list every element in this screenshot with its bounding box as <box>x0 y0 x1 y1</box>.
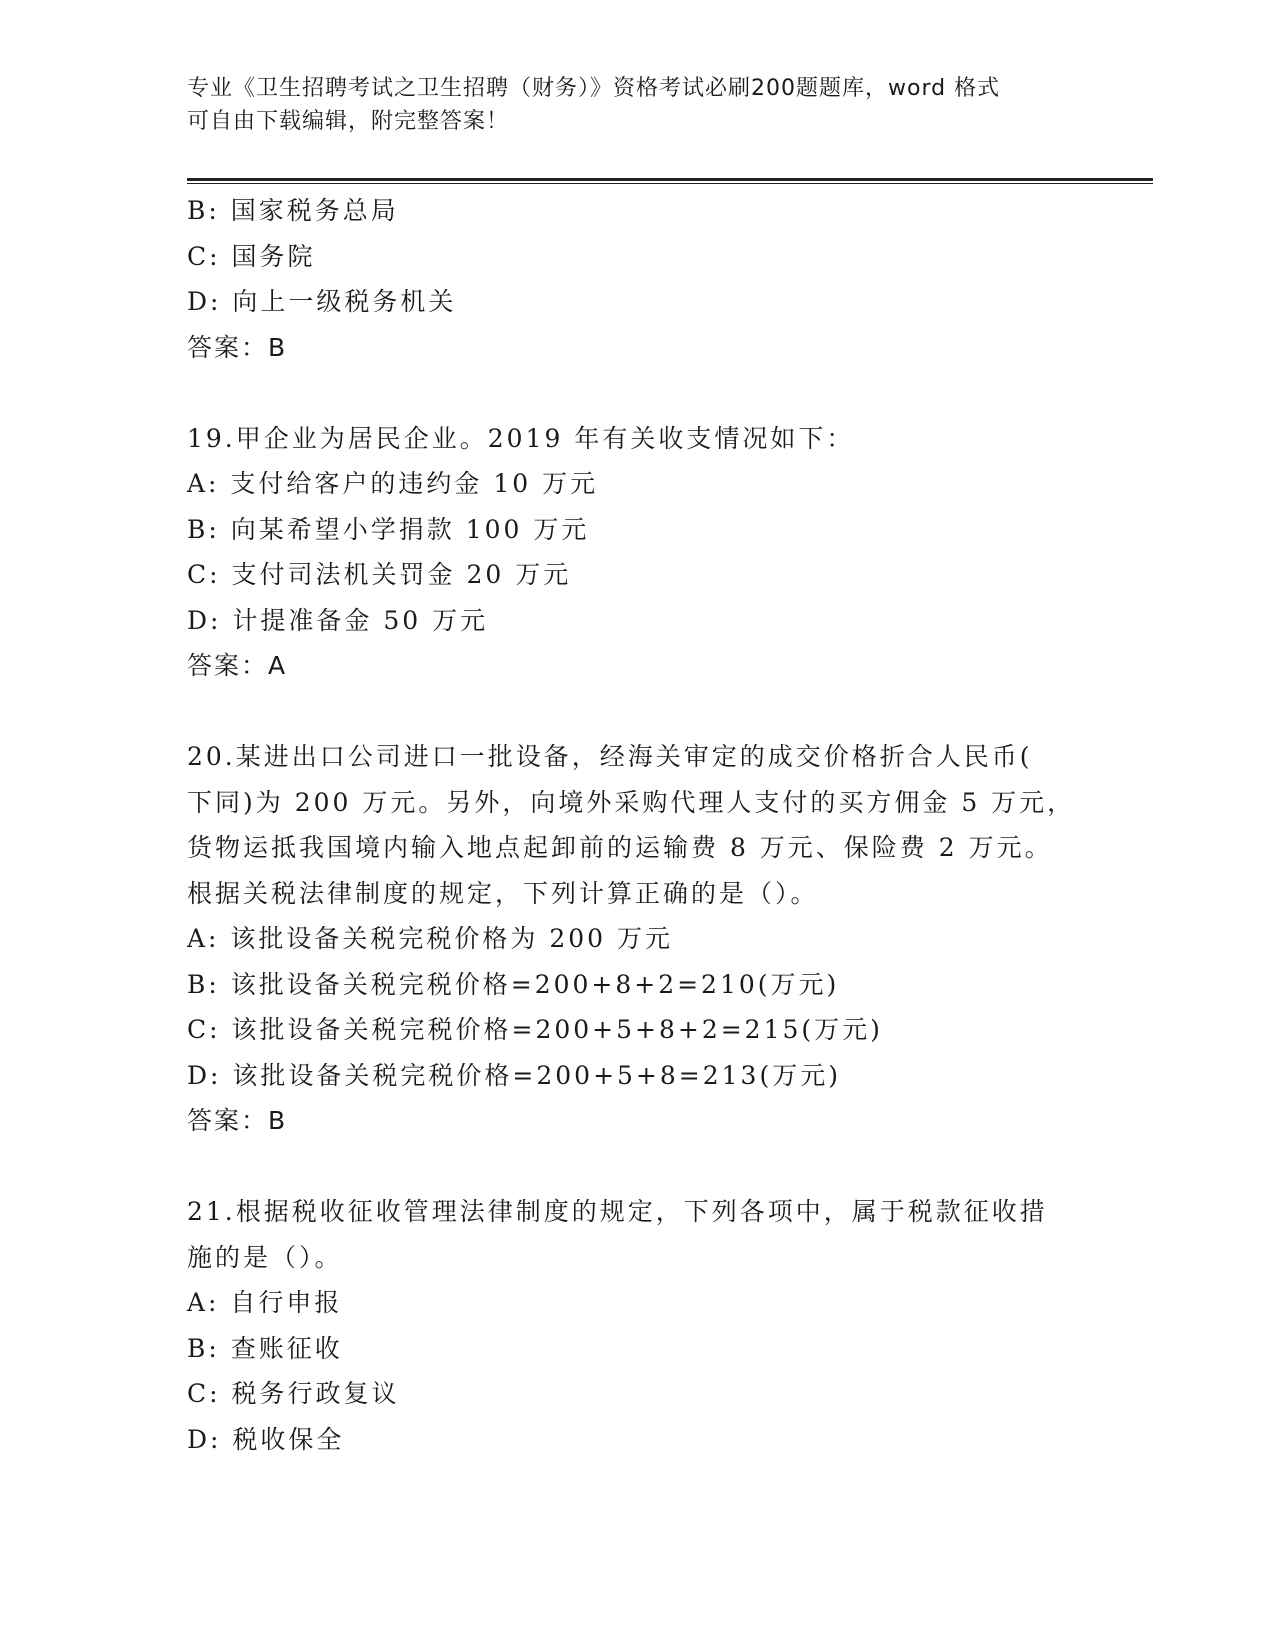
option-b: B: 国家税务总局 <box>187 196 399 225</box>
question-21 <box>187 1189 1087 1462</box>
option-a: A: 该批设备关税完税价格为 200 万元 <box>187 924 674 953</box>
option-d: D: 向上一级税务机关 <box>187 287 457 316</box>
option-b: B: 查账征收 <box>187 1333 343 1363</box>
question-19 <box>187 416 1087 689</box>
header-divider-thick <box>187 178 1153 181</box>
option-b: B: 向某希望小学捐款 100 万元 <box>187 514 590 544</box>
option-c: C: 支付司法机关罚金 20 万元 <box>187 560 572 589</box>
question-stem-line-1: 20.某进出口公司进口一批设备，经海关审定的成交价格折合人民币( <box>187 742 1033 771</box>
answer-line: 答案：A <box>187 651 288 680</box>
header-line-1: 专业《卫生招聘考试之卫生招聘（财务）》资格考试必刷200题题库，word 格式 <box>187 76 1001 101</box>
question-18-tail <box>187 188 1087 370</box>
question-list <box>187 188 1087 1462</box>
document-header <box>187 72 1087 138</box>
spacer <box>187 689 1087 735</box>
question-stem-line-2: 施的是（）。 <box>187 1242 343 1272</box>
spacer <box>187 370 1087 416</box>
option-a: A: 支付给客户的违约金 10 万元 <box>187 469 599 498</box>
option-c: C: 该批设备关税完税价格=200+5+8+2=215(万元) <box>187 1015 883 1044</box>
option-b: B: 该批设备关税完税价格=200+8+2=210(万元) <box>187 969 840 999</box>
question-stem-line-3: 货物运抵我国境内输入地点起卸前的运输费 8 万元、保险费 2 万元。 <box>187 833 1053 862</box>
answer-line: 答案：B <box>187 332 288 362</box>
option-c: C: 国务院 <box>187 241 316 271</box>
question-stem: 19.甲企业为居民企业。2019 年有关收支情况如下： <box>187 423 855 453</box>
answer-line: 答案：B <box>187 1106 288 1135</box>
header-line-2: 可自由下载编辑，附完整答案！ <box>187 109 510 134</box>
header-divider-thin <box>187 183 1153 184</box>
option-d: D: 该批设备关税完税价格=200+5+8=213(万元) <box>187 1060 841 1090</box>
option-d: D: 税收保全 <box>187 1424 345 1454</box>
question-stem-line-1: 21.根据税收征收管理法律制度的规定，下列各项中，属于税款征收措 <box>187 1197 1048 1226</box>
option-d: D: 计提准备金 50 万元 <box>187 605 489 635</box>
spacer <box>187 1144 1087 1190</box>
option-a: A: 自行申报 <box>187 1288 343 1317</box>
question-20 <box>187 734 1087 1144</box>
option-c: C: 税务行政复议 <box>187 1379 400 1408</box>
question-stem-line-2: 下同)为 200 万元。另外，向境外采购代理人支付的买方佣金 5 万元， <box>187 787 1076 817</box>
question-stem-line-4: 根据关税法律制度的规定，下列计算正确的是（）。 <box>187 878 819 908</box>
